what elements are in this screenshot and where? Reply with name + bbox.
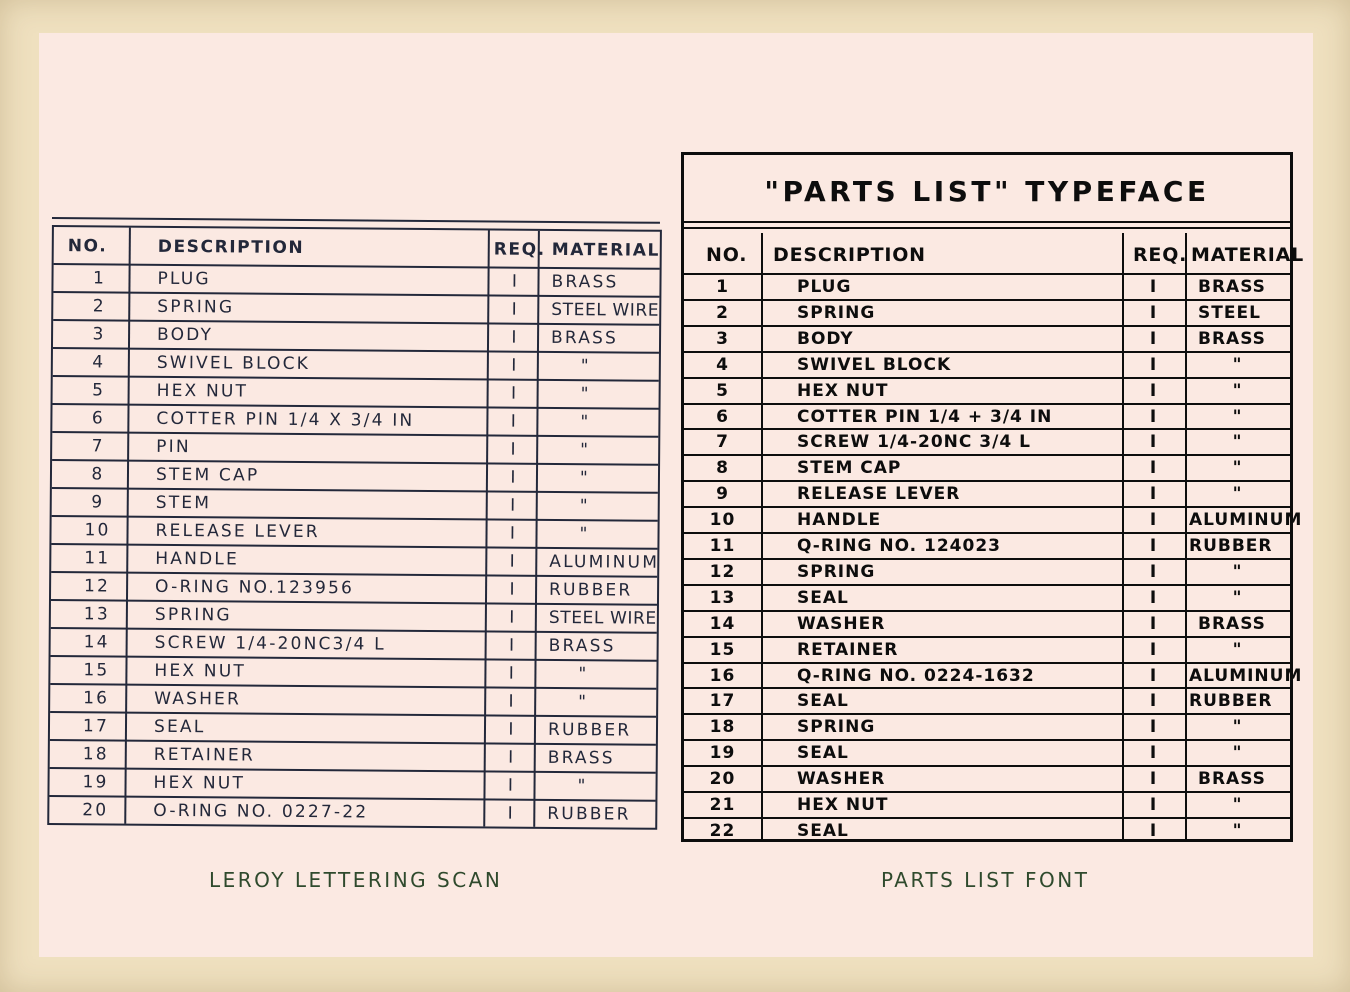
table-cell-req: I [511, 355, 519, 376]
table-cell-req: I [1149, 328, 1158, 349]
table-cell-desc: STEM CAP [797, 458, 902, 479]
table-cell-no: 15 [709, 639, 736, 660]
table-cell-no: 4 [716, 354, 729, 375]
row-divider [53, 403, 659, 410]
table-cell-mat: STEEL [1198, 302, 1261, 323]
table-cell-no: 6 [91, 408, 106, 429]
table-cell-mat: RUBBER [547, 719, 632, 741]
header-cell: REQ. [493, 239, 546, 260]
table-cell-mat: " [1232, 717, 1243, 738]
row-divider [52, 487, 658, 494]
table-cell-req: I [508, 747, 516, 768]
table-cell-desc: HEX NUT [797, 380, 889, 401]
table-cell-no: 6 [716, 406, 729, 427]
table-cell-mat: STEEL WIRE [548, 607, 657, 629]
row-divider [684, 325, 1290, 327]
parts-list-table [681, 152, 1304, 842]
row-divider [684, 428, 1290, 430]
row-divider [684, 636, 1290, 638]
table-cell-req: I [511, 271, 520, 292]
table-cell-desc: COTTER PIN 1/4 + 3/4 IN [797, 406, 1053, 427]
table-cell-mat: " [1232, 743, 1243, 764]
table-cell-desc: RETAINER [797, 639, 899, 660]
header-cell: DESCRIPTION [773, 244, 926, 266]
header-cell: DESCRIPTION [157, 236, 305, 258]
table-cell-mat: RUBBER [547, 803, 631, 825]
table-cell-no: 22 [709, 820, 736, 841]
table-cell-mat: " [580, 412, 591, 433]
table-cell-no: 9 [716, 484, 729, 505]
table-cell-no: 14 [83, 632, 110, 653]
table-cell-req: I [1149, 380, 1158, 401]
header-cell: NO. [706, 244, 748, 266]
row-divider [52, 431, 658, 438]
table-cell-req: I [1149, 432, 1158, 453]
row-divider [684, 791, 1290, 793]
header-cell: MATERIAL [1191, 244, 1304, 266]
table-cell-req: I [1149, 795, 1158, 815]
table-cell-no: 17 [709, 691, 736, 712]
table-cell-desc: RELEASE LEVER [797, 484, 961, 505]
column-divider [483, 230, 490, 826]
table-cell-req: I [510, 495, 518, 516]
table-cell-req: I [1149, 484, 1158, 505]
table-cell-desc: O-RING NO. 0227-22 [153, 800, 369, 823]
table-cell-desc: SPRING [797, 717, 876, 738]
table-cell-desc: SCREW 1/4-20NC 3/4 L [797, 432, 1031, 453]
table-cell-no: 1 [92, 268, 107, 289]
table-cell-desc: SEAL [797, 743, 849, 764]
row-divider [684, 713, 1290, 715]
row-divider [50, 683, 656, 690]
table-cell-req: I [1149, 639, 1158, 660]
leroy-caption: LEROY LETTERING SCAN [209, 868, 503, 892]
row-divider [684, 480, 1290, 482]
table-cell-req: I [510, 411, 519, 432]
parts-list-title: "PARTS LIST" TYPEFACE [764, 175, 1210, 208]
table-cell-no: 18 [82, 744, 109, 765]
table-cell-req: I [508, 635, 517, 656]
table-cell-mat: ALUMINUM [1189, 510, 1303, 531]
table-cell-desc: SPRING [797, 302, 876, 323]
table-cell-mat: " [579, 496, 590, 517]
table-cell-no: 19 [82, 772, 109, 793]
table-cell-req: I [1149, 717, 1158, 738]
table-cell-mat: " [1232, 406, 1243, 427]
row-divider [52, 459, 658, 466]
table-cell-mat: BRASS [1198, 769, 1266, 790]
table-cell-mat: BRASS [551, 271, 619, 293]
leroy-parts-table [47, 217, 660, 830]
table-cell-no: 11 [84, 548, 111, 569]
table-cell-desc: BODY [797, 328, 854, 349]
header-cell: MATERIAL [551, 239, 661, 261]
table-cell-req: I [508, 719, 516, 740]
table-cell-mat: ALUMINUM [549, 551, 660, 573]
row-divider [684, 558, 1290, 560]
table-cell-no: 4 [92, 352, 106, 373]
title-rule [684, 221, 1290, 223]
table-cell-mat: BRASS [1198, 613, 1266, 634]
table-cell-desc: STEM [155, 492, 212, 514]
table-cell-desc: RETAINER [153, 744, 255, 766]
table-cell-req: I [1149, 665, 1158, 686]
table-cell-desc: WASHER [154, 688, 242, 710]
table-cell-no: 1 [716, 277, 729, 297]
table-cell-desc: STEM CAP [155, 464, 260, 486]
row-divider [53, 375, 659, 382]
parts-list-caption: PARTS LIST FONT [881, 868, 1090, 892]
table-cell-req: I [1149, 536, 1158, 556]
table-cell-mat: " [577, 776, 588, 797]
row-divider [684, 739, 1290, 741]
row-divider [50, 711, 656, 718]
table-cell-mat: STEEL WIRE [551, 299, 660, 321]
table-cell-mat: " [1232, 639, 1243, 660]
row-divider [684, 351, 1290, 353]
table-cell-mat: BRASS [1198, 328, 1266, 349]
table-cell-desc: PLUG [157, 268, 211, 290]
row-divider [684, 687, 1290, 689]
table-cell-no: 5 [716, 380, 729, 401]
table-cell-mat: " [579, 468, 591, 489]
table-cell-desc: SPRING [157, 296, 235, 318]
table-cell-desc: O-RING NO.123956 [155, 576, 355, 599]
table-cell-no: 12 [83, 576, 111, 597]
table-cell-req: I [511, 299, 519, 320]
table-cell-req: I [510, 467, 518, 488]
table-cell-no: 7 [716, 432, 729, 453]
table-cell-no: 5 [92, 380, 106, 401]
row-divider [684, 377, 1290, 379]
title-rule [684, 227, 1290, 229]
table-cell-desc: HANDLE [797, 510, 882, 531]
table-cell-mat: " [579, 524, 590, 545]
row-divider [684, 273, 1290, 275]
table-cell-mat: RUBBER [549, 579, 633, 601]
table-cell-req: I [1149, 302, 1158, 323]
table-cell-mat: " [1232, 380, 1243, 401]
table-cell-req: I [510, 439, 518, 460]
table-cell-no: 14 [709, 613, 736, 634]
table-cell-desc: SWIVEL BLOCK [156, 352, 311, 375]
leroy-table-grid [47, 225, 662, 830]
table-cell-desc: PLUG [797, 277, 852, 297]
table-cell-desc: HEX NUT [153, 772, 246, 794]
table-cell-req: I [510, 383, 519, 404]
table-cell-no: 17 [82, 716, 110, 737]
table-cell-no: 13 [709, 587, 736, 608]
table-cell-desc: SPRING [797, 561, 876, 582]
table-cell-req: I [1149, 613, 1158, 634]
table-cell-no: 11 [709, 536, 736, 556]
table-cell-desc: SEAL [797, 820, 849, 841]
table-cell-no: 18 [709, 717, 736, 738]
table-cell-no: 3 [716, 328, 729, 349]
table-cell-desc: SEAL [797, 691, 849, 712]
table-cell-mat: " [578, 692, 589, 713]
table-cell-mat: BRASS [547, 747, 615, 769]
table-cell-mat: " [580, 356, 591, 377]
table-cell-mat: BRASS [1198, 277, 1266, 297]
table-cell-req: I [1149, 561, 1158, 582]
table-cell-desc: PIN [156, 436, 191, 458]
row-divider [684, 610, 1290, 612]
table-cell-no: 12 [709, 561, 736, 582]
row-divider [49, 795, 655, 802]
table-cell-mat: " [1232, 795, 1243, 815]
table-cell-desc: SEAL [153, 716, 206, 738]
table-cell-mat: BRASS [548, 635, 616, 657]
table-cell-no: 2 [92, 296, 106, 317]
table-cell-desc: SWIVEL BLOCK [797, 354, 952, 375]
table-cell-no: 9 [91, 492, 105, 513]
table-cell-mat: ALUMINUM [1189, 665, 1303, 686]
table-cell-no: 21 [709, 795, 736, 815]
table-cell-mat: BRASS [550, 327, 619, 349]
table-cell-req: I [1149, 743, 1158, 764]
row-divider [684, 299, 1290, 301]
table-cell-mat: " [1232, 354, 1243, 375]
table-cell-no: 10 [709, 510, 736, 531]
table-cell-desc: WASHER [797, 613, 886, 634]
row-divider [52, 515, 658, 522]
table-cell-desc: HANDLE [155, 548, 240, 570]
row-divider [684, 584, 1290, 586]
table-cell-req: I [1149, 769, 1158, 790]
table-cell-req: I [1149, 691, 1158, 712]
row-divider [684, 817, 1290, 819]
table-cell-no: 3 [92, 324, 106, 345]
table-cell-mat: " [1232, 820, 1243, 841]
table-cell-desc: SCREW 1/4-20NC3/4 L [154, 632, 386, 655]
table-cell-req: I [509, 523, 518, 544]
table-cell-mat: " [1232, 484, 1243, 505]
table-cell-desc: HEX NUT [156, 380, 249, 402]
row-divider [684, 403, 1290, 405]
table-cell-req: I [509, 551, 517, 572]
table-cell-mat: " [580, 440, 591, 461]
table-cell-no: 20 [709, 769, 736, 790]
table-cell-req: I [1149, 820, 1158, 841]
table-cell-no: 8 [716, 458, 729, 479]
table-cell-mat: " [1232, 587, 1243, 608]
table-cell-no: 10 [84, 520, 111, 541]
table-cell-desc: COTTER PIN 1/4 X 3/4 IN [156, 408, 415, 431]
table-cell-no: 16 [83, 688, 110, 709]
table-cell-req: I [509, 579, 517, 600]
table-cell-no: 13 [83, 604, 110, 625]
row-divider [684, 454, 1290, 456]
row-divider [684, 506, 1290, 508]
table-cell-mat: " [1232, 432, 1243, 453]
table-cell-no: 7 [91, 436, 105, 457]
table-cell-mat: " [1232, 561, 1243, 582]
table-cell-no: 20 [82, 800, 109, 821]
table-cell-desc: RELEASE LEVER [155, 520, 320, 543]
table-cell-req: I [508, 691, 516, 712]
table-cell-mat: " [1232, 458, 1243, 479]
table-cell-req: I [511, 327, 519, 348]
table-cell-req: I [1149, 406, 1158, 427]
table-cell-no: 19 [709, 743, 736, 764]
table-cell-desc: Q-RING NO. 124023 [797, 536, 1001, 556]
header-cell: REQ. [1133, 244, 1188, 266]
row-divider [54, 263, 660, 270]
table-cell-no: 16 [709, 665, 736, 686]
table-cell-desc: BODY [156, 324, 214, 346]
table-cell-desc: SPRING [154, 604, 232, 626]
table-cell-req: I [507, 775, 516, 796]
row-divider [684, 662, 1290, 664]
table-cell-desc: Q-RING NO. 0224-1632 [797, 665, 1035, 686]
row-divider [51, 543, 657, 550]
table-cell-desc: WASHER [797, 769, 886, 790]
header-cell: NO. [67, 236, 108, 257]
row-divider [684, 532, 1290, 534]
table-cell-mat: " [578, 664, 589, 685]
table-cell-no: 8 [91, 464, 105, 485]
table-cell-req: I [508, 663, 517, 684]
table-cell-no: 15 [83, 660, 110, 681]
table-cell-req: I [1149, 458, 1158, 479]
table-cell-mat: RUBBER [1189, 536, 1273, 556]
table-cell-no: 2 [716, 302, 729, 323]
table-cell-mat: " [580, 384, 591, 405]
table-cell-req: I [509, 607, 517, 628]
table-cell-req: I [507, 803, 516, 824]
table-cell-desc: HEX NUT [154, 660, 247, 682]
table-cell-req: I [1149, 354, 1158, 375]
table-cell-desc: HEX NUT [797, 795, 889, 815]
table-cell-req: I [1149, 277, 1158, 297]
table-cell-req: I [1149, 510, 1158, 531]
row-divider [684, 765, 1290, 767]
table-cell-req: I [1149, 587, 1158, 608]
table-cell-mat: RUBBER [1189, 691, 1273, 712]
table-cell-desc: SEAL [797, 587, 849, 608]
